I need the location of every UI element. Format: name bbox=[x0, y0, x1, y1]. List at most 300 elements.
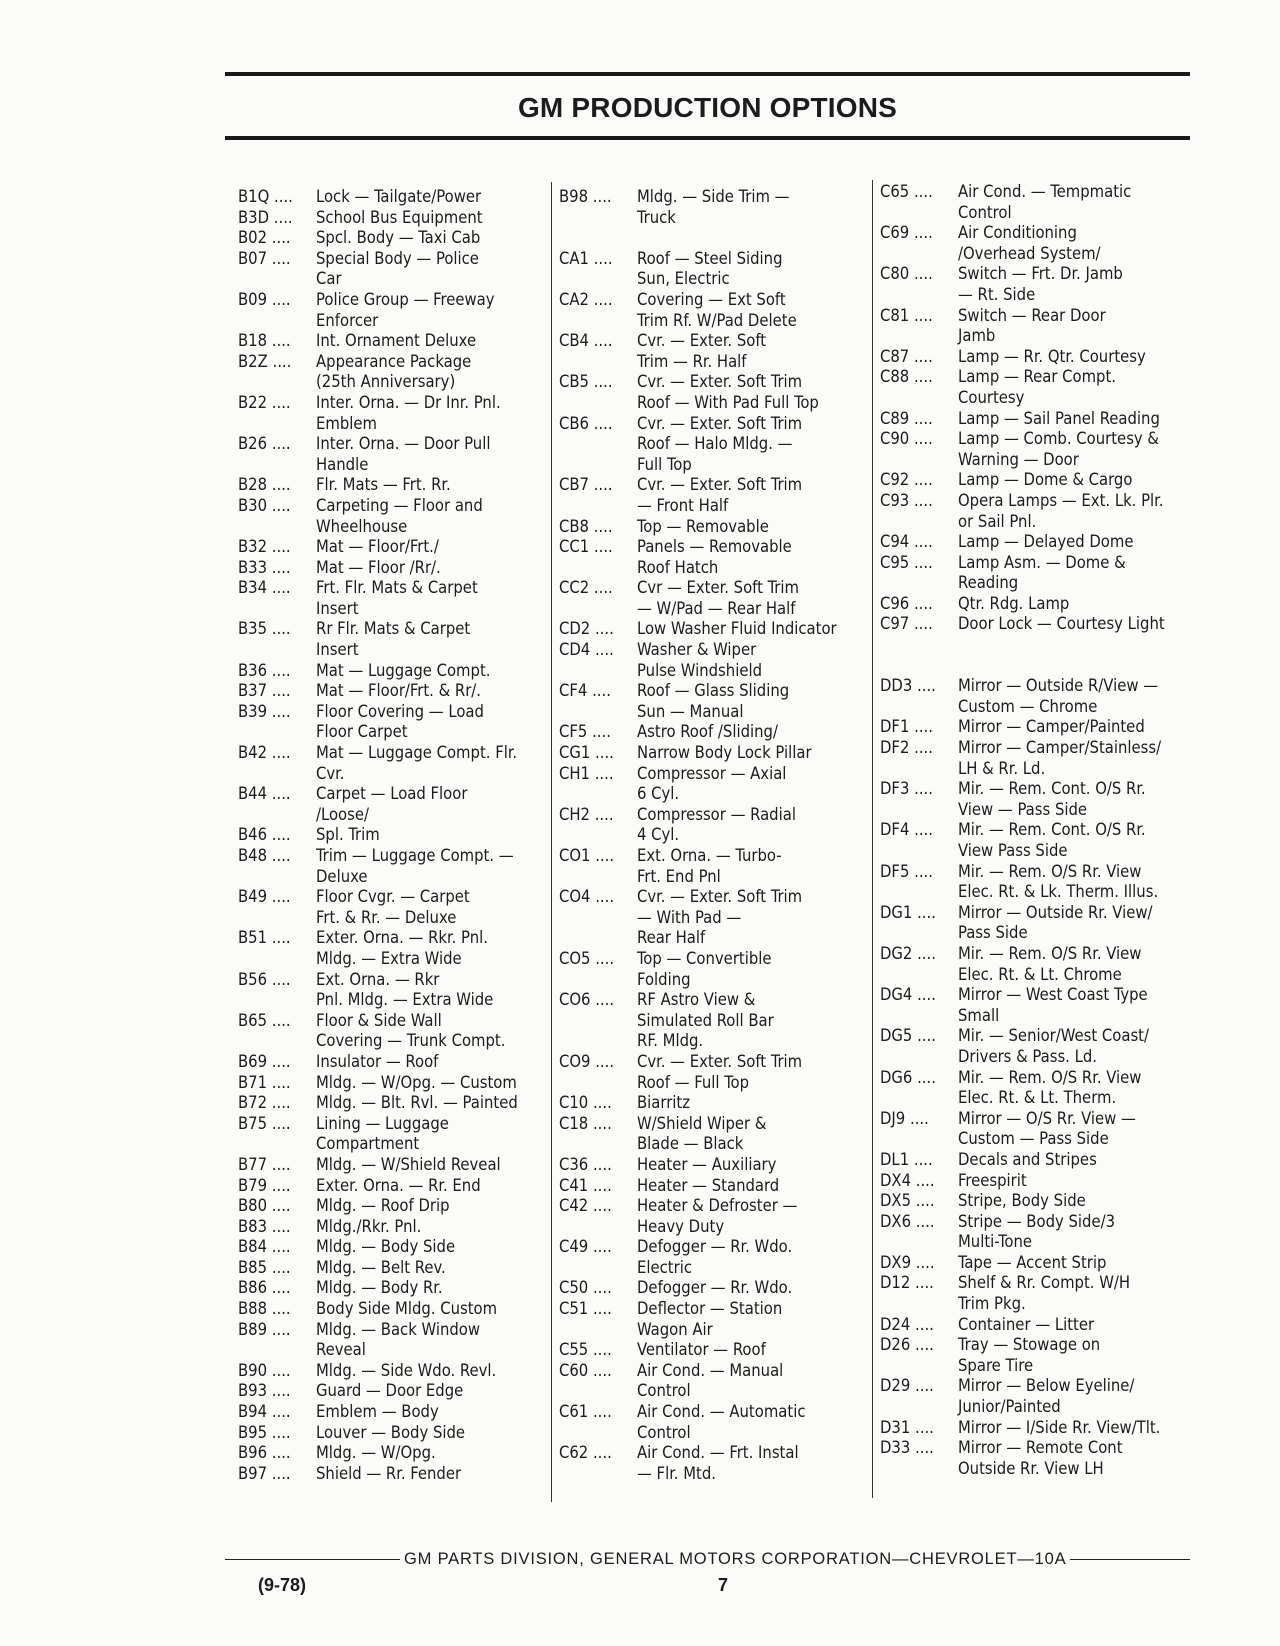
option-description: Cvr. — Exter. Soft Trim — Front Half bbox=[637, 475, 803, 515]
option-entry bbox=[238, 187, 538, 208]
option-description: Container — Litter bbox=[958, 1314, 1095, 1334]
option-entry bbox=[880, 347, 1190, 368]
option-code: DX4 .... bbox=[880, 1170, 935, 1190]
option-description: Floor Cvgr. — Carpet Frt. & Rr. — Deluxe bbox=[316, 887, 470, 927]
option-description: Mir. — Rem. Cont. O/S Rr. View Pass Side bbox=[958, 820, 1146, 860]
option-code: C94 .... bbox=[880, 532, 933, 552]
option-entry bbox=[880, 491, 1190, 532]
option-description: Lining — Luggage Compartment bbox=[316, 1113, 449, 1154]
option-code: B77 .... bbox=[238, 1154, 291, 1174]
option-description: Mir. — Rem. O/S Rr. View Elec. Rt. & Lt. Chrome bbox=[958, 943, 1142, 984]
option-description: Cvr. — Exter. Soft Trim Roof — Halo Mldg. — Full Top bbox=[637, 413, 803, 474]
option-code: B83 .... bbox=[238, 1216, 291, 1236]
top-rule bbox=[225, 72, 1190, 76]
option-entry bbox=[880, 1212, 1190, 1253]
option-entry bbox=[238, 1278, 538, 1299]
option-code: DJ9 .... bbox=[880, 1108, 929, 1128]
option-code: DG6 .... bbox=[880, 1067, 936, 1087]
option-description: Deflector — Station Wagon Air bbox=[637, 1299, 783, 1339]
option-code: C88 .... bbox=[880, 367, 933, 387]
option-code: B97 .... bbox=[238, 1463, 291, 1483]
option-entry bbox=[238, 1443, 538, 1464]
option-description: Washer & Wiper Pulse Windshield bbox=[637, 640, 763, 680]
option-description: RF Astro View & Simulated Roll Bar RF. Mldg. bbox=[637, 990, 774, 1051]
option-code: D29 .... bbox=[880, 1376, 934, 1396]
page-title: GM PRODUCTION OPTIONS bbox=[517, 92, 898, 123]
option-code: B96 .... bbox=[238, 1443, 291, 1463]
option-code: CO4 .... bbox=[559, 887, 615, 907]
option-entry bbox=[559, 990, 859, 1052]
option-code: B46 .... bbox=[238, 825, 291, 845]
option-code: B51 .... bbox=[238, 928, 291, 948]
option-code: B98 .... bbox=[559, 187, 612, 206]
option-code: B26 .... bbox=[238, 434, 291, 454]
option-description: Floor & Side Wall Covering — Trunk Compt. bbox=[316, 1010, 506, 1051]
option-code: DX5 .... bbox=[880, 1191, 935, 1211]
option-entry bbox=[238, 496, 538, 537]
title-underline bbox=[225, 136, 1190, 140]
option-entry bbox=[238, 681, 538, 702]
option-entry bbox=[559, 1299, 859, 1340]
option-code: B88 .... bbox=[238, 1299, 291, 1319]
option-entry bbox=[880, 1253, 1190, 1274]
option-description: Mirror — Camper/Painted bbox=[958, 717, 1145, 737]
option-code: CB6 .... bbox=[559, 413, 613, 433]
option-code: B34 .... bbox=[238, 578, 291, 598]
option-entry bbox=[238, 743, 538, 784]
option-description: Lamp — Comb. Courtesy & Warning — Door bbox=[958, 429, 1160, 469]
option-description: Mirror — Camper/Stainless/ LH & Rr. Ld. bbox=[958, 738, 1162, 778]
option-code: C62 .... bbox=[559, 1443, 612, 1463]
option-description: Mldg. — W/Opg. — Custom bbox=[316, 1072, 517, 1092]
option-description: Biarritz bbox=[637, 1093, 691, 1113]
option-description: Louver — Body Side bbox=[316, 1422, 466, 1442]
option-code: B75 .... bbox=[238, 1113, 291, 1133]
option-entry bbox=[559, 578, 859, 619]
option-description: Tray — Stowage on Spare Tire bbox=[958, 1335, 1101, 1375]
option-code: C36 .... bbox=[559, 1154, 612, 1174]
footer bbox=[225, 1548, 1190, 1570]
option-entry bbox=[238, 887, 538, 928]
footer-text: GM PARTS DIVISION, GENERAL MOTORS CORPORATION—CHEVROLET—10A bbox=[404, 1549, 1067, 1568]
option-entry bbox=[238, 1052, 538, 1073]
option-description: Air Cond. — Tempmatic Control bbox=[958, 182, 1132, 222]
option-entry bbox=[238, 1361, 538, 1382]
option-entry bbox=[880, 470, 1190, 491]
option-code: DX6 .... bbox=[880, 1211, 935, 1231]
option-code: B3D .... bbox=[238, 207, 293, 227]
option-entry bbox=[880, 1026, 1190, 1067]
option-description: Body Side Mldg. Custom bbox=[316, 1299, 498, 1319]
option-code: DL1 .... bbox=[880, 1149, 933, 1169]
option-description: Guard — Door Edge bbox=[316, 1381, 464, 1401]
option-entry bbox=[238, 352, 538, 393]
option-code: B90 .... bbox=[238, 1360, 291, 1380]
option-code: CF4 .... bbox=[559, 681, 611, 701]
option-code: C69 .... bbox=[880, 223, 933, 243]
option-entry bbox=[880, 779, 1190, 820]
option-code: B56 .... bbox=[238, 969, 291, 989]
option-description: Cvr — Exter. Soft Trim — W/Pad — Rear Half bbox=[637, 578, 799, 618]
option-entry bbox=[238, 1093, 538, 1114]
option-entry bbox=[880, 532, 1190, 553]
option-description: Mldg. — Body Rr. bbox=[316, 1278, 443, 1298]
option-entry bbox=[559, 331, 859, 372]
option-description: Decals and Stripes bbox=[958, 1149, 1097, 1169]
option-entry bbox=[559, 681, 859, 722]
option-code: C61 .... bbox=[559, 1402, 612, 1422]
option-entry bbox=[559, 1093, 859, 1114]
option-description: Mirror — Outside R/View — Custom — Chrome bbox=[958, 676, 1159, 716]
option-entry bbox=[880, 1109, 1190, 1150]
option-code: DG4 .... bbox=[880, 985, 936, 1005]
option-description: Mir. — Rem. Cont. O/S Rr. View — Pass Side bbox=[958, 779, 1146, 819]
option-description: Mirror — Outside Rr. View/ Pass Side bbox=[958, 902, 1153, 943]
option-entry bbox=[559, 475, 859, 516]
option-code: DG5 .... bbox=[880, 1026, 936, 1046]
option-entry bbox=[559, 1052, 859, 1093]
option-entry bbox=[238, 846, 538, 887]
option-code: B69 .... bbox=[238, 1051, 291, 1071]
option-entry bbox=[880, 1171, 1190, 1192]
option-entry bbox=[880, 264, 1190, 305]
option-code: CA1 .... bbox=[559, 248, 613, 268]
option-description: Heater & Defroster — Heavy Duty bbox=[637, 1196, 798, 1236]
option-code: CO5 .... bbox=[559, 948, 615, 968]
option-description: Lamp — Dome & Cargo bbox=[958, 470, 1133, 490]
option-description: Qtr. Rdg. Lamp bbox=[958, 593, 1070, 613]
option-entry bbox=[559, 187, 859, 228]
footer-rule bbox=[225, 1559, 400, 1560]
option-description: Roof — Glass Sliding Sun — Manual bbox=[637, 681, 790, 721]
option-entry bbox=[238, 249, 538, 290]
option-code: B80 .... bbox=[238, 1196, 291, 1216]
option-entry bbox=[880, 594, 1190, 615]
option-entry bbox=[238, 1217, 538, 1238]
option-description: Shield — Rr. Fender bbox=[316, 1463, 462, 1483]
option-code: DG1 .... bbox=[880, 902, 936, 922]
option-description: Air Cond. — Frt. Instal — Flr. Mtd. bbox=[637, 1443, 799, 1483]
option-description: Emblem — Body bbox=[316, 1402, 439, 1422]
option-entry bbox=[880, 614, 1190, 635]
option-entry bbox=[559, 1237, 859, 1278]
option-description: Roof — Steel Siding Sun, Electric bbox=[637, 248, 783, 289]
option-entry bbox=[559, 619, 859, 640]
option-entry bbox=[238, 1320, 538, 1361]
option-entry bbox=[238, 928, 538, 969]
option-code: B49 .... bbox=[238, 887, 291, 907]
option-code: D33 .... bbox=[880, 1438, 934, 1458]
option-description: Exter. Orna. — Rr. End bbox=[316, 1175, 481, 1195]
option-code: CF5 .... bbox=[559, 722, 611, 742]
option-code: B79 .... bbox=[238, 1175, 291, 1195]
option-entry bbox=[559, 1176, 859, 1197]
options-column-2 bbox=[559, 187, 859, 1484]
option-description: Cvr. — Exter. Soft Trim Roof — With Pad Full Top bbox=[637, 372, 819, 412]
page-number: 7 bbox=[718, 1575, 729, 1595]
option-description: Spl. Trim bbox=[316, 825, 380, 845]
option-code: D26 .... bbox=[880, 1335, 934, 1355]
option-description: Trim — Luggage Compt. — Deluxe bbox=[316, 846, 514, 886]
option-description: Mldg./Rkr. Pnl. bbox=[316, 1216, 422, 1236]
option-entry bbox=[880, 738, 1190, 779]
option-code: DG2 .... bbox=[880, 943, 936, 963]
option-entry bbox=[880, 1335, 1190, 1376]
option-description: W/Shield Wiper & Blade — Black bbox=[637, 1113, 767, 1154]
option-code: CC2 .... bbox=[559, 578, 613, 598]
option-code: C93 .... bbox=[880, 490, 933, 510]
option-description: Mat — Luggage Compt. Flr. Cvr. bbox=[316, 743, 518, 783]
option-entry bbox=[238, 619, 538, 660]
option-entry bbox=[238, 1155, 538, 1176]
option-description: Int. Ornament Deluxe bbox=[316, 331, 477, 351]
option-description: Cvr. — Exter. Soft Trim — Rr. Half bbox=[637, 331, 767, 371]
option-code: C41 .... bbox=[559, 1175, 612, 1195]
option-code: B94 .... bbox=[238, 1402, 291, 1422]
option-description: Appearance Package (25th Anniversary) bbox=[316, 351, 472, 392]
option-description: Cvr. — Exter. Soft Trim Roof — Full Top bbox=[637, 1051, 803, 1092]
option-description: Spcl. Body — Taxi Cab bbox=[316, 228, 481, 248]
option-description: School Bus Equipment bbox=[316, 207, 483, 227]
option-entry bbox=[559, 764, 859, 805]
revision-date: (9-78) bbox=[258, 1575, 307, 1595]
footer-rule bbox=[1070, 1559, 1190, 1560]
option-description: Freespirit bbox=[958, 1170, 1027, 1190]
option-code: B18 .... bbox=[238, 331, 291, 351]
option-description: Special Body — Police Car bbox=[316, 248, 479, 289]
option-entry bbox=[880, 1191, 1190, 1212]
option-code: B86 .... bbox=[238, 1278, 291, 1298]
spacer bbox=[880, 635, 1190, 656]
option-code: CO1 .... bbox=[559, 846, 615, 865]
option-entry bbox=[559, 949, 859, 990]
option-entry bbox=[238, 578, 538, 619]
option-entry bbox=[880, 1315, 1190, 1336]
option-code: B95 .... bbox=[238, 1422, 291, 1442]
option-description: Mirror — O/S Rr. View — Custom — Pass Side bbox=[958, 1108, 1136, 1149]
option-entry bbox=[880, 717, 1190, 738]
option-description: Inter. Orna. — Dr Inr. Pnl. Emblem bbox=[316, 392, 501, 433]
option-entry bbox=[880, 306, 1190, 347]
option-code: B85 .... bbox=[238, 1257, 291, 1277]
option-description: Switch — Frt. Dr. Jamb — Rt. Side bbox=[958, 264, 1123, 304]
option-entry bbox=[559, 640, 859, 681]
option-code: CD2 .... bbox=[559, 619, 614, 639]
column-divider bbox=[872, 180, 873, 1498]
option-entry bbox=[559, 517, 859, 538]
option-entry bbox=[880, 1273, 1190, 1314]
option-entry bbox=[559, 887, 859, 949]
option-code: C50 .... bbox=[559, 1278, 612, 1298]
option-code: CC1 .... bbox=[559, 537, 613, 557]
option-description: Mat — Luggage Compt. bbox=[316, 660, 491, 680]
option-entry bbox=[559, 372, 859, 413]
option-code: B89 .... bbox=[238, 1319, 291, 1339]
option-code: CO9 .... bbox=[559, 1051, 615, 1071]
option-code: C81 .... bbox=[880, 305, 933, 325]
option-description: Mldg. — Belt Rev. bbox=[316, 1257, 446, 1277]
option-description: Compressor — Axial 6 Cyl. bbox=[637, 763, 787, 804]
option-entry bbox=[238, 702, 538, 743]
option-description: Lock — Tailgate/Power bbox=[316, 187, 482, 206]
option-code: B30 .... bbox=[238, 495, 291, 515]
option-entry bbox=[238, 970, 538, 1011]
option-description: Stripe, Body Side bbox=[958, 1191, 1086, 1211]
option-code: B72 .... bbox=[238, 1093, 291, 1113]
option-entry bbox=[238, 208, 538, 229]
option-description: Switch — Rear Door Jamb bbox=[958, 305, 1106, 346]
option-entry bbox=[559, 805, 859, 846]
option-code: C51 .... bbox=[559, 1299, 612, 1319]
option-description: Tape — Accent Strip bbox=[958, 1252, 1107, 1272]
option-code: B07 .... bbox=[238, 248, 291, 268]
option-description: Mat — Floor /Rr/. bbox=[316, 557, 441, 577]
option-entry bbox=[559, 414, 859, 476]
option-description: Carpet — Load Floor /Loose/ bbox=[316, 784, 468, 824]
option-code: B37 .... bbox=[238, 681, 291, 701]
option-code: D24 .... bbox=[880, 1314, 934, 1334]
option-entry bbox=[559, 1361, 859, 1402]
option-description: Defogger — Rr. Wdo. Electric bbox=[637, 1237, 793, 1277]
option-code: CB4 .... bbox=[559, 331, 613, 351]
option-code: DF4 .... bbox=[880, 820, 933, 840]
option-code: CA2 .... bbox=[559, 289, 613, 309]
option-code: C65 .... bbox=[880, 182, 933, 201]
option-entry bbox=[238, 1237, 538, 1258]
option-description: Mldg. — Side Wdo. Revl. bbox=[316, 1360, 497, 1380]
option-description: Insulator — Roof bbox=[316, 1051, 439, 1071]
option-description: Stripe — Body Side/3 Multi-Tone bbox=[958, 1211, 1116, 1252]
option-description: Lamp — Rear Compt. Courtesy bbox=[958, 367, 1117, 407]
option-description: Air Cond. — Manual Control bbox=[637, 1360, 784, 1401]
option-code: C60 .... bbox=[559, 1360, 612, 1380]
option-code: C90 .... bbox=[880, 429, 933, 449]
option-description: Rr Flr. Mats & Carpet Insert bbox=[316, 619, 471, 660]
option-entry bbox=[238, 1011, 538, 1052]
option-entry bbox=[238, 434, 538, 475]
option-code: B71 .... bbox=[238, 1072, 291, 1092]
option-code: C97 .... bbox=[880, 614, 933, 634]
option-description: Mldg. — Blt. Rvl. — Painted bbox=[316, 1093, 518, 1113]
option-entry bbox=[238, 1196, 538, 1217]
option-code: B28 .... bbox=[238, 475, 291, 495]
option-entry bbox=[559, 1443, 859, 1484]
option-entry bbox=[238, 331, 538, 352]
option-code: B39 .... bbox=[238, 701, 291, 721]
option-entry bbox=[238, 784, 538, 825]
option-description: Police Group — Freeway Enforcer bbox=[316, 289, 495, 330]
option-entry bbox=[559, 1114, 859, 1155]
option-description: Mirror — Remote Cont Outside Rr. View LH bbox=[958, 1438, 1123, 1478]
option-description: Narrow Body Lock Pillar bbox=[637, 743, 812, 763]
spacer bbox=[880, 656, 1190, 677]
option-description: Mldg. — Roof Drip bbox=[316, 1196, 450, 1216]
option-code: D31 .... bbox=[880, 1417, 934, 1437]
option-description: Air Conditioning /Overhead System/ bbox=[958, 223, 1101, 263]
option-description: Inter. Orna. — Door Pull Handle bbox=[316, 434, 491, 474]
option-entry bbox=[238, 1114, 538, 1155]
option-description: Lamp — Sail Panel Reading bbox=[958, 408, 1160, 428]
option-code: DX9 .... bbox=[880, 1252, 935, 1272]
option-description: Low Washer Fluid Indicator bbox=[637, 619, 837, 639]
option-code: C96 .... bbox=[880, 593, 933, 613]
option-entry bbox=[238, 537, 538, 558]
option-description: Cvr. — Exter. Soft Trim — With Pad — Rear Half bbox=[637, 887, 803, 948]
option-entry bbox=[880, 903, 1190, 944]
option-entry bbox=[238, 475, 538, 496]
option-entry bbox=[880, 223, 1190, 264]
option-code: C18 .... bbox=[559, 1113, 612, 1133]
option-description: Mldg. — Body Side bbox=[316, 1237, 456, 1257]
option-entry bbox=[238, 228, 538, 249]
option-description: Frt. Flr. Mats & Carpet Insert bbox=[316, 578, 478, 618]
option-description: Ventilator — Roof bbox=[637, 1340, 766, 1360]
option-code: DF3 .... bbox=[880, 779, 933, 799]
option-code: CB7 .... bbox=[559, 475, 613, 495]
option-description: Ext. Orna. — Rkr Pnl. Mldg. — Extra Wide bbox=[316, 969, 494, 1010]
option-description: Mirror — West Coast Type Small bbox=[958, 985, 1148, 1025]
option-entry bbox=[880, 367, 1190, 408]
option-description: Carpeting — Floor and Wheelhouse bbox=[316, 495, 483, 536]
option-code: D12 .... bbox=[880, 1273, 934, 1293]
option-entry bbox=[238, 290, 538, 331]
option-entry bbox=[880, 676, 1190, 717]
option-entry bbox=[238, 1299, 538, 1320]
option-entry bbox=[880, 862, 1190, 903]
option-description: Mat — Floor/Frt./ bbox=[316, 537, 439, 557]
option-entry bbox=[559, 1278, 859, 1299]
option-entry bbox=[238, 1176, 538, 1197]
option-description: Top — Convertible Folding bbox=[637, 948, 772, 989]
option-code: B93 .... bbox=[238, 1381, 291, 1401]
option-code: C95 .... bbox=[880, 552, 933, 572]
option-entry bbox=[880, 944, 1190, 985]
option-code: C92 .... bbox=[880, 470, 933, 490]
option-code: DD3 .... bbox=[880, 676, 936, 696]
option-code: B42 .... bbox=[238, 743, 291, 763]
option-code: CO6 .... bbox=[559, 990, 615, 1010]
option-entry bbox=[559, 722, 859, 743]
option-description: Heater — Standard bbox=[637, 1175, 780, 1195]
options-column-1 bbox=[238, 187, 538, 1484]
spacer bbox=[559, 228, 859, 249]
option-description: Shelf & Rr. Compt. W/H Trim Pkg. bbox=[958, 1273, 1131, 1314]
option-entry bbox=[559, 846, 859, 887]
column-divider bbox=[551, 182, 552, 1502]
option-description: Lamp — Delayed Dome bbox=[958, 532, 1134, 552]
option-entry bbox=[238, 1423, 538, 1444]
option-entry bbox=[559, 743, 859, 764]
option-description: Door Lock — Courtesy Light bbox=[958, 614, 1165, 634]
option-entry bbox=[880, 1418, 1190, 1439]
option-entry bbox=[238, 825, 538, 846]
option-description: Lamp Asm. — Dome & Reading bbox=[958, 552, 1126, 593]
option-entry bbox=[880, 1150, 1190, 1171]
option-entry bbox=[559, 290, 859, 331]
options-column-3 bbox=[880, 182, 1190, 1479]
option-description: Lamp — Rr. Qtr. Courtesy bbox=[958, 346, 1146, 366]
option-code: DF2 .... bbox=[880, 738, 933, 758]
option-entry bbox=[880, 429, 1190, 470]
option-entry bbox=[880, 409, 1190, 430]
option-description: Mir. — Senior/West Coast/ Drivers & Pass. Ld. bbox=[958, 1026, 1149, 1066]
option-description: Exter. Orna. — Rkr. Pnl. Mldg. — Extra Wide bbox=[316, 928, 488, 968]
option-entry bbox=[880, 1376, 1190, 1417]
option-code: DF5 .... bbox=[880, 861, 933, 881]
option-entry bbox=[559, 1402, 859, 1443]
option-code: CH1 .... bbox=[559, 763, 614, 783]
option-description: Mldg. — W/Opg. bbox=[316, 1443, 436, 1463]
